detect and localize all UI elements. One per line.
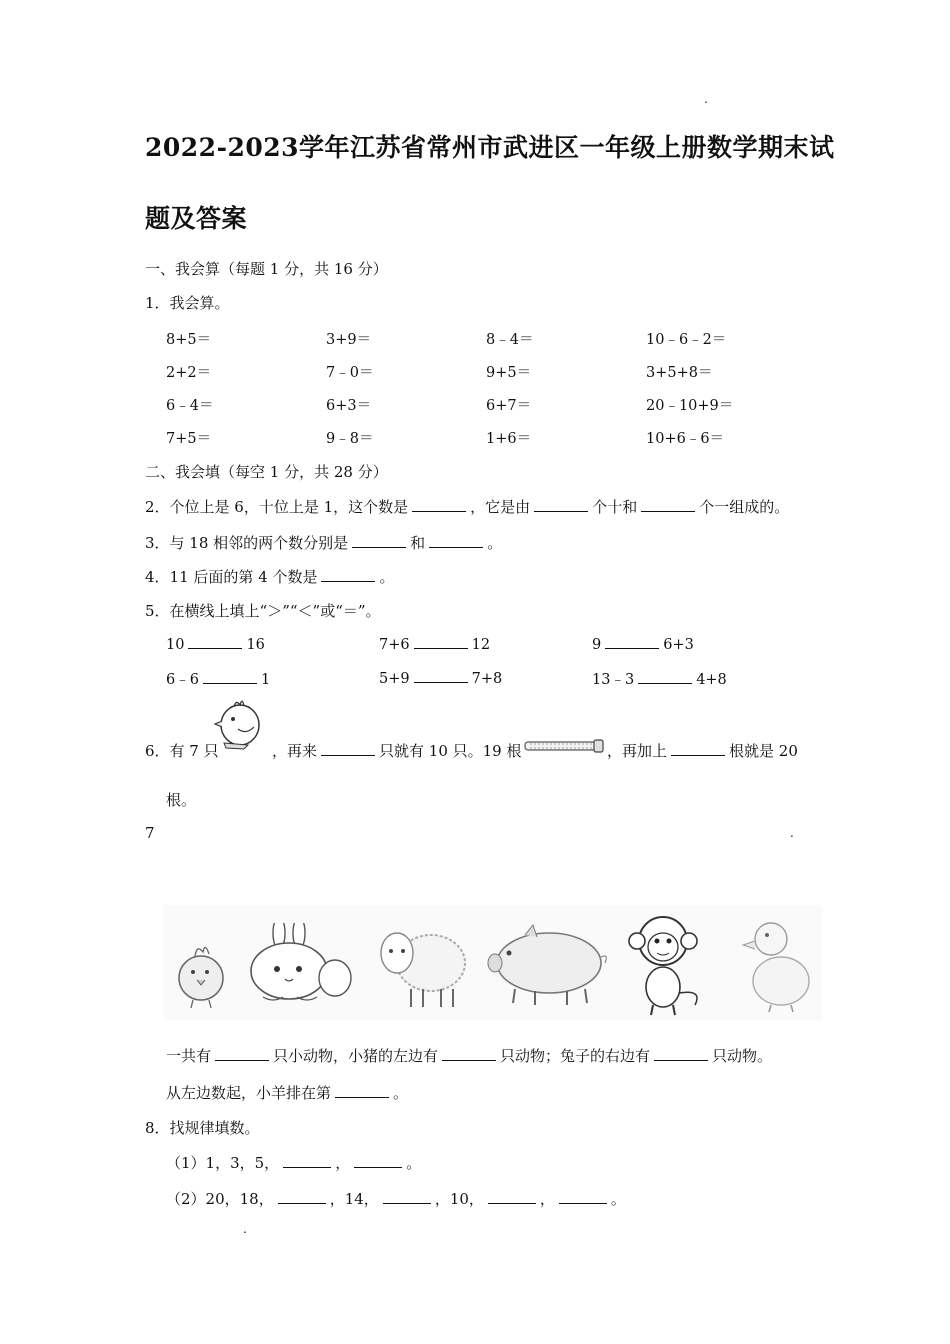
page-dot-mark: . [243, 1222, 247, 1236]
answer-blank[interactable] [412, 497, 466, 512]
question-7-text-d: 只动物。 [712, 1047, 773, 1065]
sheep-icon [375, 917, 470, 1012]
comparison-item [379, 634, 490, 653]
sequence-mid: ，10， [434, 1190, 484, 1208]
answer-blank[interactable] [429, 533, 483, 548]
chick-icon [171, 930, 231, 1010]
question-2-text-a: 2．个位上是 6，十位上是 1，这个数是 [145, 498, 409, 516]
calc-item: 9+5＝ [486, 365, 532, 381]
question-6-line [272, 740, 522, 761]
calc-item: 8﹣4＝ [486, 332, 534, 348]
question-7-text-e: 从左边数起，小羊排在第 [166, 1084, 332, 1102]
question-2-text-c: 个十和 [592, 498, 638, 516]
page-dot-mark: . [704, 92, 708, 106]
sequence-prefix: （2）20，18， [166, 1190, 274, 1208]
answer-blank[interactable] [283, 1153, 331, 1168]
answer-blank[interactable] [638, 669, 692, 684]
comparison-item [592, 668, 727, 689]
sequence-end: 。 [406, 1154, 422, 1172]
sequence-prefix: （1）1，3，5， [166, 1154, 280, 1172]
answer-blank[interactable] [203, 669, 257, 684]
comparison-right: 4+8 [696, 672, 727, 688]
pig-icon [485, 923, 610, 1008]
comparison-right: 6+3 [663, 637, 694, 653]
question-3-text-c: 。 [487, 534, 503, 552]
section-2-heading: 二、我会填（每空 1 分，共 28 分） [145, 463, 388, 481]
calc-item: 10﹣6﹣2＝ [646, 332, 727, 348]
answer-blank[interactable] [671, 741, 725, 756]
comparison-left: 5+9 [379, 671, 410, 687]
sequence-end: 。 [610, 1190, 626, 1208]
question-6-text-b: ，再来 [272, 742, 318, 760]
question-1-label: 1．我会算。 [145, 294, 230, 312]
question-3 [145, 532, 502, 553]
answer-blank[interactable] [442, 1046, 496, 1061]
comparison-item [592, 634, 694, 653]
calc-item: 7+5＝ [166, 431, 212, 447]
comparison-right: 7+8 [471, 671, 503, 687]
calc-item: 20﹣10+9＝ [646, 398, 734, 414]
answer-blank[interactable] [605, 634, 659, 649]
question-8-label: 8．找规律填数。 [145, 1119, 260, 1137]
answer-blank[interactable] [278, 1189, 326, 1204]
answer-blank[interactable] [654, 1046, 708, 1061]
answer-blank[interactable] [559, 1189, 607, 1204]
answer-blank[interactable] [641, 497, 695, 512]
question-4-text-a: 4．11 后面的第 4 个数是 [145, 568, 318, 586]
answer-blank[interactable] [488, 1189, 536, 1204]
question-3-text-a: 3．与 18 相邻的两个数分别是 [145, 534, 349, 552]
sequence-separator: ， [335, 1154, 351, 1172]
calc-item: 3+5+8＝ [646, 365, 713, 381]
comparison-left: 10 [166, 637, 185, 653]
comparison-right: 12 [471, 637, 491, 653]
comparison-left: 6﹣6 [166, 672, 199, 688]
calc-item: 6+3＝ [326, 398, 372, 414]
answer-blank[interactable] [321, 567, 375, 582]
question-6-text-a: 6．有 7 只 [145, 742, 219, 760]
question-2-text-b: ，它是由 [470, 498, 531, 516]
comparison-item [166, 668, 270, 689]
answer-blank[interactable] [321, 741, 375, 756]
answer-blank[interactable] [352, 533, 406, 548]
calc-item: 2+2＝ [166, 365, 212, 381]
question-8-part-1 [166, 1152, 421, 1173]
question-7-line-1 [166, 1045, 772, 1066]
question-4-text-b: 。 [379, 568, 395, 586]
question-8-part-2 [166, 1188, 626, 1209]
calc-item: 6+7＝ [486, 398, 532, 414]
question-7-text-c: 只动物；兔子的右边有 [500, 1047, 651, 1065]
calc-item: 7﹣0＝ [326, 365, 374, 381]
comparison-left: 9 [592, 637, 602, 653]
question-3-text-b: 和 [410, 534, 426, 552]
question-6-text-d: ，再加上 [607, 742, 668, 760]
comparison-right: 16 [246, 637, 265, 653]
answer-blank[interactable] [414, 668, 468, 683]
duck-icon [741, 913, 817, 1013]
question-7-line-2 [166, 1082, 408, 1103]
question-7-label: 7 [145, 824, 155, 842]
rabbit-icon [243, 923, 358, 1013]
sequence-mid: ，14， [329, 1190, 379, 1208]
question-7-text-f: 。 [393, 1084, 409, 1102]
calc-item: 1+6＝ [486, 431, 532, 447]
page-title-line-2: 题及答案 [145, 204, 248, 233]
calc-item: 8+5＝ [166, 332, 212, 348]
line-dot-mark: . [790, 826, 794, 840]
question-6-line-end [607, 740, 798, 761]
comparison-item [166, 634, 265, 653]
comparison-right: 1 [260, 672, 271, 688]
question-4 [145, 566, 395, 587]
stick-bundle-illustration [524, 738, 606, 754]
page-title-line-1: 2022-2023学年江苏省常州市武进区一年级上册数学期末试 [145, 133, 835, 162]
sequence-separator: ， [539, 1190, 555, 1208]
question-6-text-e: 根就是 20 [729, 742, 798, 760]
animals-illustration [163, 905, 822, 1020]
answer-blank[interactable] [534, 497, 588, 512]
comparison-left: 7+6 [379, 637, 410, 653]
calc-item: 6﹣4＝ [166, 398, 214, 414]
comparison-left: 13﹣3 [592, 672, 635, 688]
question-7-text-b: 只小动物，小猪的左边有 [273, 1047, 439, 1065]
calc-item: 9﹣8＝ [326, 431, 374, 447]
monkey-icon [627, 909, 707, 1017]
question-2 [145, 496, 789, 517]
answer-blank[interactable] [215, 1046, 269, 1061]
chick-illustration [214, 695, 268, 753]
answer-blank[interactable] [188, 634, 242, 649]
answer-blank[interactable] [335, 1083, 389, 1098]
comparison-item [379, 668, 502, 687]
question-5-label: 5．在横线上填上“＞”“＜”或“＝”。 [145, 602, 381, 620]
question-7-text-a: 一共有 [166, 1047, 212, 1065]
answer-blank[interactable] [383, 1189, 431, 1204]
question-6-text-f: 根。 [166, 791, 197, 809]
question-2-text-d: 个一组成的。 [699, 498, 790, 516]
question-6-text-c: 只就有 10 只。19 根 [379, 742, 522, 760]
calc-item: 10+6﹣6＝ [646, 431, 725, 447]
answer-blank[interactable] [414, 634, 468, 649]
answer-blank[interactable] [354, 1153, 402, 1168]
calc-item: 3+9＝ [326, 332, 372, 348]
section-1-heading: 一、我会算（每题 1 分，共 16 分） [145, 260, 388, 278]
